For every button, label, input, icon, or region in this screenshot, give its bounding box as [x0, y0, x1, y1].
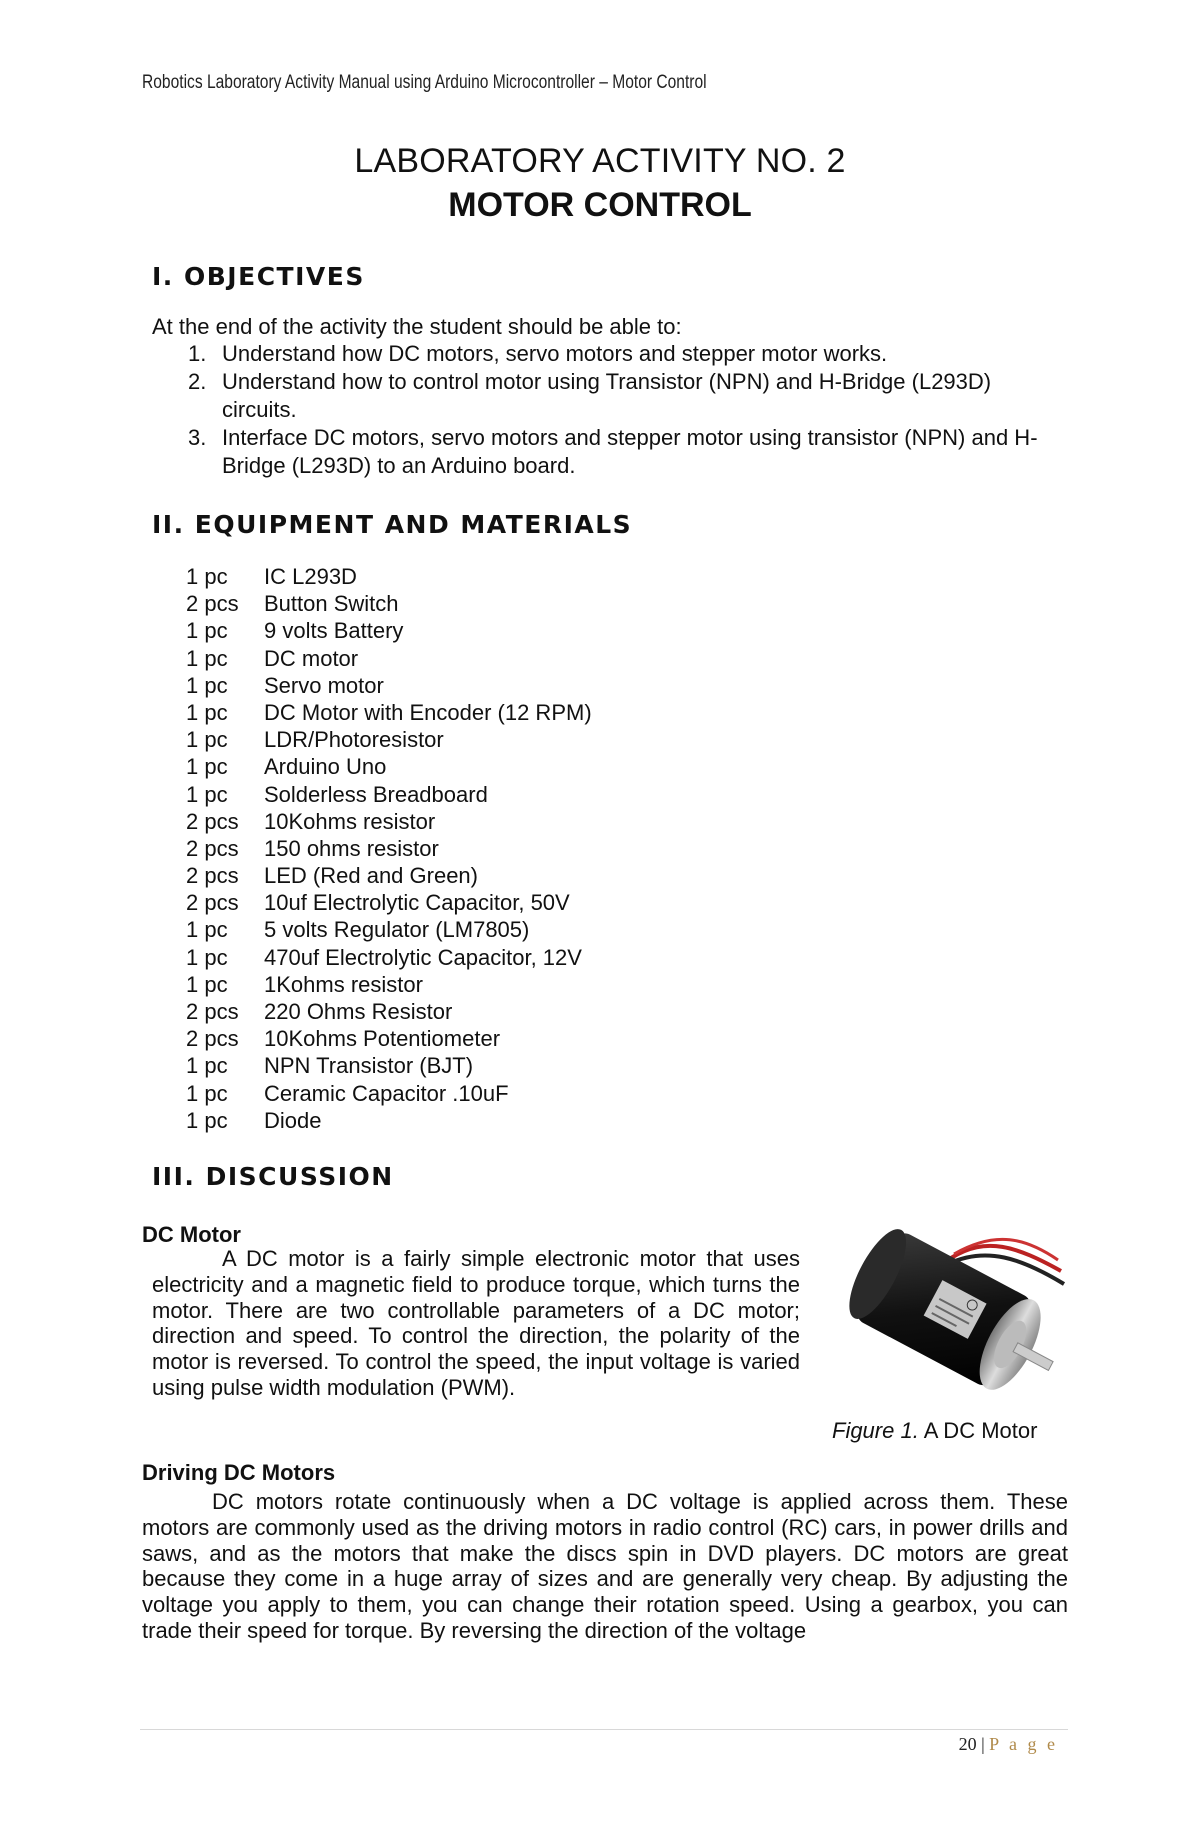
equipment-qty: 1 pc — [186, 727, 228, 753]
equipment-item — [186, 916, 592, 943]
page-separator: | — [981, 1734, 985, 1754]
equipment-item — [186, 563, 592, 590]
equipment-qty: 1 pc — [186, 1080, 228, 1106]
equipment-item — [186, 862, 592, 889]
equipment-item — [186, 835, 592, 862]
figure-label: Figure 1. — [832, 1418, 919, 1443]
equipment-item — [186, 753, 592, 780]
equipment-name: LDR/Photoresistor — [264, 727, 444, 753]
equipment-qty: 2 pcs — [186, 890, 239, 916]
equipment-name: 1Kohms resistor — [264, 971, 423, 997]
equipment-qty: 1 pc — [186, 618, 228, 644]
equipment-item — [186, 1052, 592, 1079]
objective-item — [188, 368, 1068, 424]
objective-number: 2. — [188, 369, 207, 394]
equipment-qty: 1 pc — [186, 971, 228, 997]
objectives-list — [188, 340, 1068, 480]
equipment-name: IC L293D — [264, 564, 357, 589]
equipment-name: 10Kohms resistor — [264, 808, 436, 834]
dc-motor-heading: DC Motor — [142, 1222, 241, 1247]
equipment-name: Ceramic Capacitor .10uF — [264, 1080, 509, 1106]
equipment-qty: 1 pc — [186, 672, 228, 698]
equipment-name: 9 volts Battery — [264, 618, 404, 644]
objectives-heading: I. OBJECTIVES — [152, 262, 365, 291]
equipment-item — [186, 590, 592, 617]
objective-text: Understand how DC motors, servo motors and stepper motor works. — [222, 341, 888, 366]
activity-subtitle: MOTOR CONTROL — [448, 186, 752, 224]
dc-motor-photo-icon — [836, 1216, 1072, 1406]
figure-caption — [832, 1418, 1037, 1444]
equipment-item — [186, 726, 592, 753]
equipment-name: LED (Red and Green) — [264, 863, 478, 889]
equipment-qty: 1 pc — [186, 564, 228, 589]
equipment-qty: 1 pc — [186, 1107, 228, 1133]
driving-dc-motors-heading: Driving DC Motors — [142, 1460, 336, 1485]
equipment-list — [186, 563, 592, 1134]
equipment-item — [186, 971, 592, 998]
objective-text: Interface DC motors, servo motors and stepper motor using transistor (NPN) and H-Bridge (L293D) to an Arduino board. — [222, 425, 1038, 478]
equipment-item — [186, 645, 592, 672]
equipment-name: 10uf Electrolytic Capacitor, 50V — [264, 890, 570, 916]
objective-item — [188, 340, 1068, 368]
equipment-qty: 1 pc — [186, 781, 228, 807]
objectives-intro: At the end of the activity the student should be able to: — [152, 314, 682, 339]
equipment-name: Button Switch — [264, 591, 399, 617]
equipment-name: DC motor — [264, 645, 359, 671]
equipment-name: Arduino Uno — [264, 754, 387, 780]
equipment-qty: 1 pc — [186, 754, 228, 780]
equipment-item — [186, 1080, 592, 1107]
equipment-qty: 1 pc — [186, 699, 228, 725]
equipment-name: 150 ohms resistor — [264, 835, 439, 861]
equipment-name: DC Motor with Encoder (12 RPM) — [264, 699, 592, 725]
equipment-item — [186, 808, 592, 835]
equipment-qty: 2 pcs — [186, 999, 239, 1024]
equipment-item — [186, 944, 592, 971]
equipment-item — [186, 781, 592, 808]
equipment-qty: 2 pcs — [186, 1026, 239, 1052]
equipment-qty: 1 pc — [186, 917, 228, 943]
equipment-item — [186, 1107, 592, 1134]
equipment-item — [186, 617, 592, 644]
equipment-item — [186, 1025, 592, 1052]
figure-caption-text: A DC Motor — [923, 1418, 1038, 1443]
equipment-item — [186, 998, 592, 1025]
discussion-heading: III. DISCUSSION — [152, 1162, 394, 1191]
equipment-qty: 1 pc — [186, 1053, 228, 1079]
equipment-qty: 2 pcs — [186, 863, 239, 889]
equipment-qty: 2 pcs — [186, 808, 239, 834]
equipment-name: 10Kohms Potentiometer — [264, 1026, 501, 1052]
driving-dc-motors-paragraph: DC motors rotate continuously when a DC voltage is applied across them. These motors are commonly used as the driving motors in radio control (RC) cars, in power drills and saws, and as the motors that make the discs spin in DVD players. DC motors are great because they come in a huge array of sizes and are generally very cheap. By adjusting the voltage you apply to them, you can change their rotation speed. Using a gearbox, you can trade their speed for torque. By reversing the direction of the voltage — [142, 1489, 1068, 1643]
equipment-name: NPN Transistor (BJT) — [264, 1053, 474, 1079]
equipment-qty: 2 pcs — [186, 591, 239, 617]
page-word: P a g e — [989, 1734, 1058, 1754]
page-number-value: 20 — [958, 1734, 977, 1754]
footer-divider — [140, 1729, 1068, 1730]
equipment-qty: 1 pc — [186, 645, 228, 671]
running-header: Robotics Laboratory Activity Manual using Arduino Microcontroller – Motor Control — [142, 72, 707, 93]
activity-title: LABORATORY ACTIVITY NO. 2 — [354, 142, 846, 180]
equipment-name: Diode — [264, 1107, 322, 1133]
equipment-name: Solderless Breadboard — [264, 781, 488, 807]
equipment-qty: 2 pcs — [186, 835, 239, 861]
equipment-heading: II. EQUIPMENT AND MATERIALS — [152, 510, 633, 539]
equipment-qty: 1 pc — [186, 944, 228, 970]
objective-item — [188, 424, 1068, 480]
equipment-item — [186, 699, 592, 726]
objective-number: 1. — [188, 341, 207, 366]
page-number — [959, 1734, 1058, 1755]
equipment-name: Servo motor — [264, 672, 384, 698]
equipment-name: 470uf Electrolytic Capacitor, 12V — [264, 944, 582, 970]
dc-motor-paragraph: A DC motor is a fairly simple electronic motor that uses electricity and a magnetic field to produce torque, which turns the motor. There are two controllable parameters of a DC motor; direction and speed. To control the direction, the polarity of the motor is reversed. To control the speed, the input voltage is varied using pulse width modulation (PWM). — [152, 1246, 800, 1400]
equipment-name: 5 volts Regulator (LM7805) — [264, 917, 530, 943]
equipment-item — [186, 672, 592, 699]
equipment-name: 220 Ohms Resistor — [264, 999, 453, 1024]
objective-number: 3. — [188, 425, 207, 450]
equipment-item — [186, 889, 592, 916]
objective-text: Understand how to control motor using Transistor (NPN) and H-Bridge (L293D) circuits. — [222, 369, 992, 422]
